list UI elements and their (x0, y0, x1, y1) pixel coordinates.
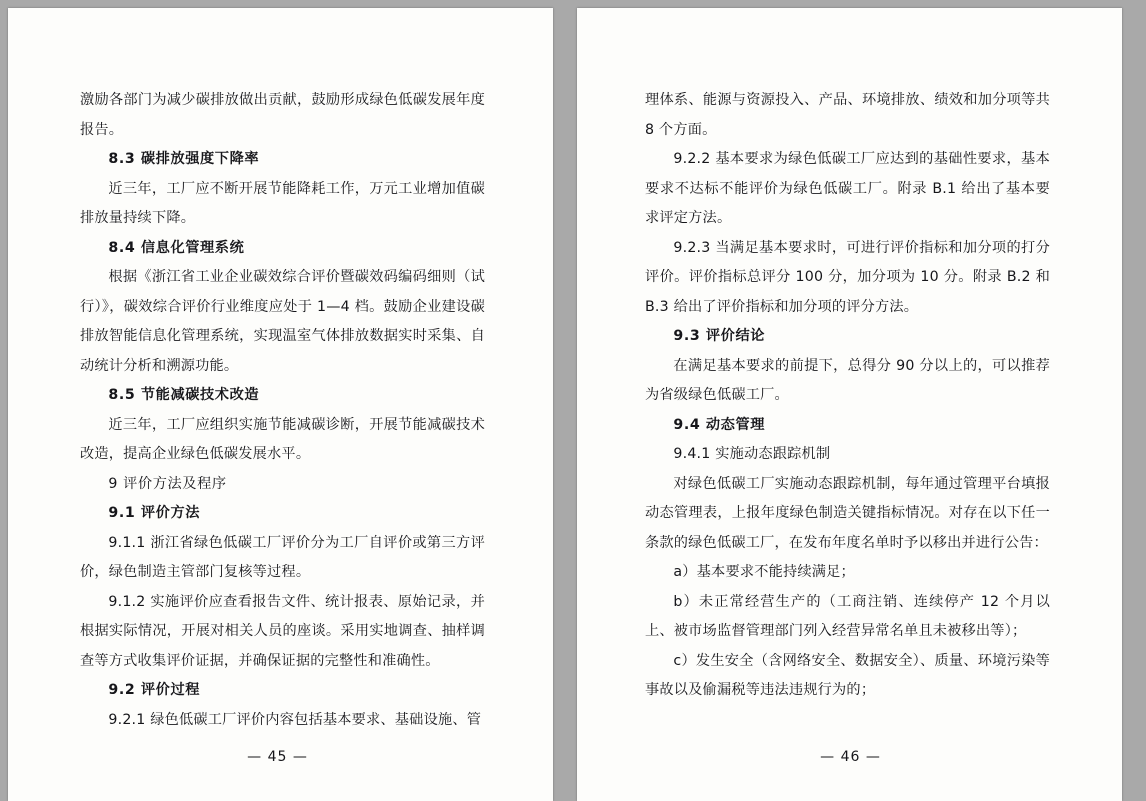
paragraph: b）未正常经营生产的（工商注销、连续停产 12 个月以上、被市场监督管理部门列入经营异常名单且未被移出等）； (645, 593, 1050, 639)
paragraph: c）发生安全（含网络安全、数据安全）、质量、环境污染等事故以及偷漏税等违法违规行为的； (645, 652, 1050, 698)
section-heading-9-1: 9.1 评价方法 (108, 505, 201, 521)
page-number-right: — 46 — (820, 749, 881, 765)
section-heading-9-3: 9.3 评价结论 (673, 328, 766, 344)
paragraph: 激励各部门为减少碳排放做出贡献，鼓励形成绿色低碳发展年度报告。 (80, 92, 485, 138)
page-46-text-column (577, 86, 1122, 731)
section-heading-8-4: 8.4 信息化管理系统 (108, 239, 245, 256)
section-heading-9: 9 评价方法及程序 (108, 475, 227, 492)
section-heading-8-5: 8.5 节能减碳技术改造 (108, 387, 260, 403)
paragraph: 近三年，工厂应不断开展节能降耗工作，万元工业增加值碳排放量持续下降。 (80, 180, 485, 226)
paragraph: a）基本要求不能持续满足； (673, 564, 855, 580)
paragraph: 根据《浙江省工业企业碳效综合评价暨碳效码编码细则（试行）》，碳效综合评价行业维度应处于 1—4 档。鼓励企业建设碳排放智能信息化管理系统，实现温室气体排放数据实时采集、自动统计分析和溯源功能。 (80, 269, 485, 374)
paragraph: 9.2.2 基本要求为绿色低碳工厂应达到的基础性要求，基本要求不达标不能评价为绿色低碳工厂。附录 B.1 给出了基本要求评定方法。 (645, 151, 1050, 226)
paragraph: 理体系、能源与资源投入、产品、环境排放、绩效和加分项等共 8 个方面。 (645, 92, 1050, 138)
page-45-text-column (8, 86, 553, 731)
section-heading-9-4: 9.4 动态管理 (673, 416, 766, 433)
paragraph: 9.2.3 当满足基本要求时，可进行评价指标和加分项的打分评价。评价指标总评分 100 分，加分项为 10 分。附录 B.2 和 B.3 给出了评价指标和加分项的评分方法。 (645, 239, 1050, 315)
paragraph: 9.2.1 绿色低碳工厂评价内容包括基本要求、基础设施、管 (108, 711, 482, 728)
paragraph: 对绿色低碳工厂实施动态跟踪机制，每年通过管理平台填报动态管理表，上报年度绿色制造关键指标情况。对存在以下任一条款的绿色低碳工厂，在发布年度名单时予以移出并进行公告： (645, 475, 1050, 551)
paragraph: 在满足基本要求的前提下，总得分 90 分以上的，可以推荐为省级绿色低碳工厂。 (645, 357, 1050, 403)
section-heading-8-3: 8.3 碳排放强度下降率 (108, 151, 260, 167)
page-46 (577, 8, 1122, 801)
section-heading-9-2: 9.2 评价过程 (108, 682, 201, 698)
paragraph: 9.1.1 浙江省绿色低碳工厂评价分为工厂自评价或第三方评价，绿色制造主管部门复核等过程。 (80, 534, 485, 580)
paragraph: 9.4.1 实施动态跟踪机制 (673, 446, 831, 462)
page-45 (8, 8, 553, 801)
paragraph: 9.1.2 实施评价应查看报告文件、统计报表、原始记录，并根据实际情况，开展对相关人员的座谈。采用实地调查、抽样调查等方式收集评价证据，并确保证据的完整性和准确性。 (80, 593, 485, 669)
paragraph: 近三年，工厂应组织实施节能减碳诊断，开展节能减碳技术改造，提高企业绿色低碳发展水平。 (80, 416, 485, 462)
page-number-left: — 45 — (247, 749, 308, 765)
